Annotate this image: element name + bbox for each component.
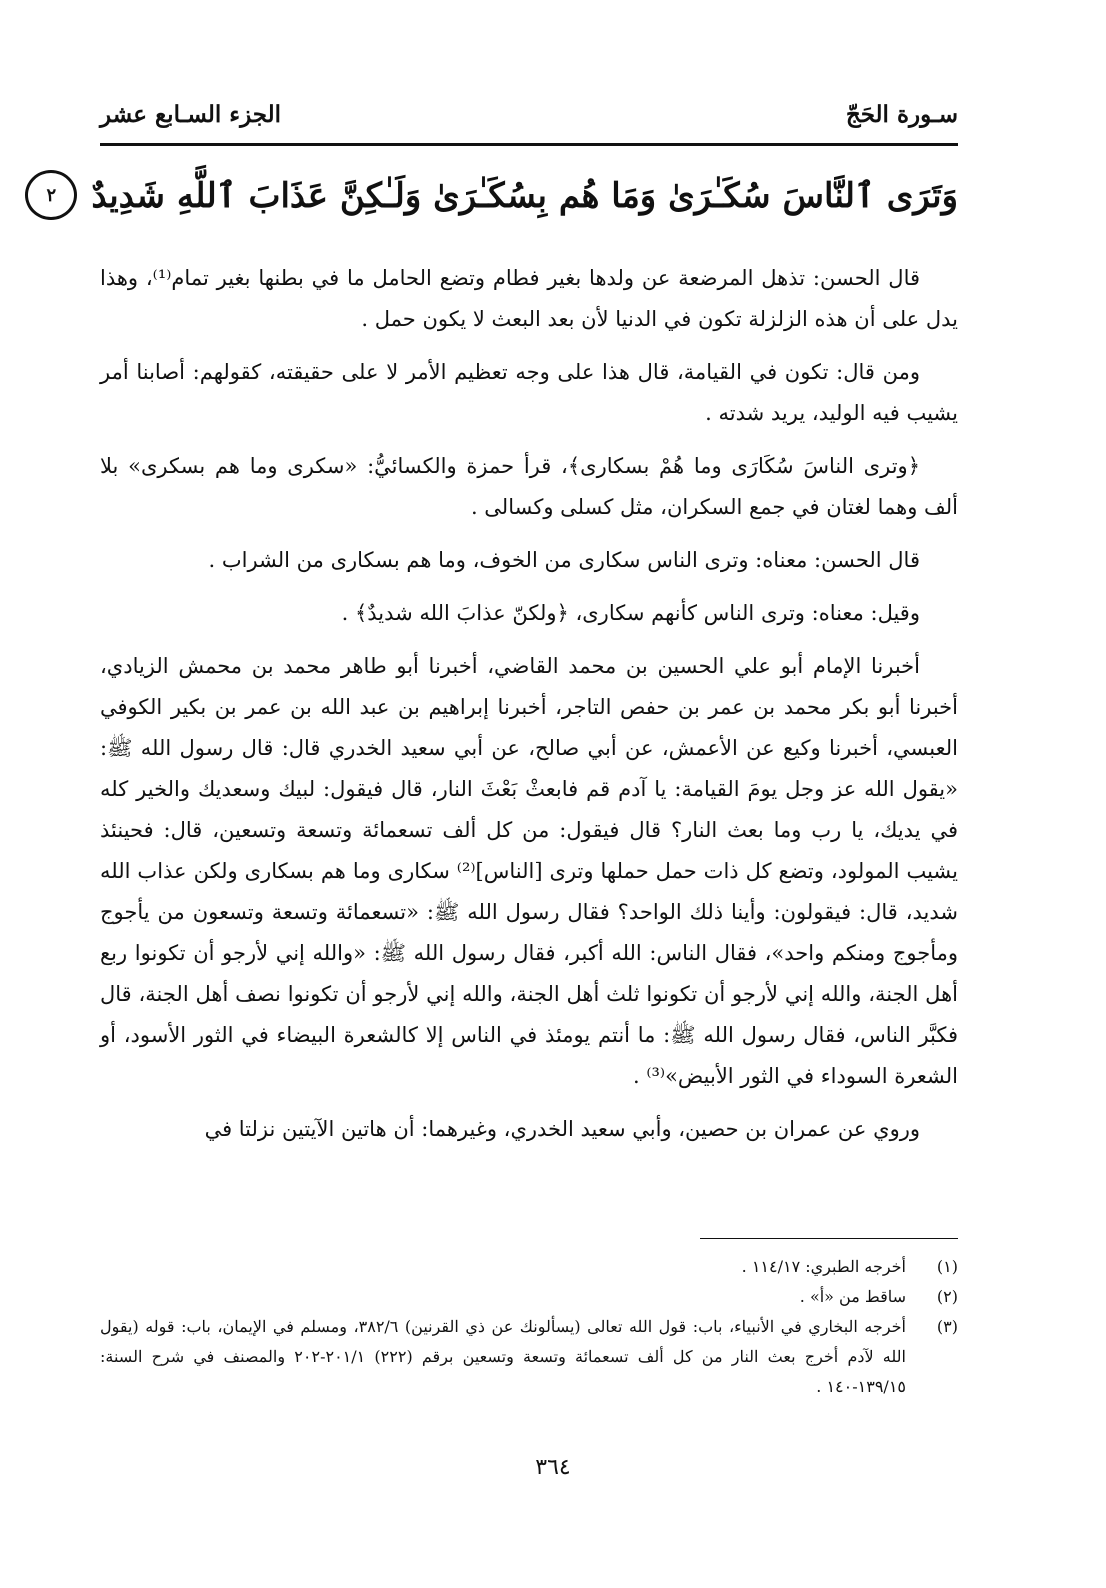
footnote-number: (٢) [936, 1287, 958, 1306]
page-number: ٣٦٤ [535, 1455, 571, 1480]
footnote-text: أخرجه البخاري في الأنبياء، باب: قول الله تعالى (يسألونك عن ذي القرنين) ٣٨٢/٦، ومسلم في الإيمان، باب: قوله (يقول الله لآدم أخرج بعث النار من كل ألف تسعمائة وتسعة وتسعين برقم (٢٢٢) ٢٠١/١-٢٠٢ والمصنف في شرح السنة: ١٣٩/١٥-١٤٠ . [100, 1317, 906, 1396]
surah-title: سـورة الحَجّ [845, 101, 958, 128]
footnote-number: (٣) [936, 1317, 958, 1336]
paragraph: وقيل: معناه: وترى الناس كأنهم سكارى، ﴿ولكنّ عذابَ الله شديدٌ﴾ . [341, 601, 920, 625]
commentary-body [100, 258, 958, 1162]
paragraph: قال الحسن: معناه: وترى الناس سكارى من الخوف، وما هم بسكارى من الشراب . [208, 548, 920, 572]
paragraph: قال الحسن: تذهل المرضعة عن ولدها بغير فطام وتضع الحامل ما في بطنها بغير تمام⁽¹⁾، وهذا يدل على أن هذه الزلزلة تكون في الدنيا لأن بعد البعث لا يكون حمل . [100, 266, 958, 331]
quran-verse [46, 160, 958, 230]
footnote [100, 1252, 958, 1282]
juz-title: الجزء السـابع عشر [100, 101, 282, 128]
footnote [100, 1312, 958, 1402]
paragraph: أخبرنا الإمام أبو علي الحسين بن محمد القاضي، أخبرنا أبو طاهر محمد بن محمش الزيادي، أخبرنا أبو بكر محمد بن عمر بن حفص التاجر، أخبرنا إبراهيم بن عبد الله بن عمر بن بكير الكوفي العبسي، أخبرنا وكيع عن الأعمش، عن أبي صالح، عن أبي سعيد الخدري قال: قال رسول الله ﷺ: «يقول الله عز وجل يومَ القيامة: يا آدم قم فابعثْ بَعْثَ النار، قال فيقول: لبيك وسعديك والخير كله في يديك، يا رب وما بعث النار؟ قال فيقول: من كل ألف تسعمائة وتسعة وتسعين، قال: فحينئذ يشيب المولود، وتضع كل ذات حمل حملها وترى [الناس]⁽²⁾ سكارى وما هم بسكارى ولكن عذاب الله شديد، قال: فيقولون: وأينا ذلك الواحد؟ فقال رسول الله ﷺ: «تسعمائة وتسعة وتسعون من يأجوج ومأجوج ومنكم واحد»، فقال الناس: الله أكبر، فقال رسول الله ﷺ: «والله إني لأرجو أن تكونوا ربع أهل الجنة، والله إني لأرجو أن تكونوا ثلث أهل الجنة، والله إني لأرجو أن تكونوا نصف أهل الجنة، قال فكبَّر الناس، فقال رسول الله ﷺ: ما أنتم يومئذ في الناس إلا كالشعرة البيضاء في الثور الأسود، أو الشعرة السوداء في الثور الأبيض»⁽³⁾ . [100, 654, 958, 1088]
paragraph: ﴿وترى الناسَ سُكَارَى وما هُمْ بسكارى﴾، قرأ حمزة والكسائيُّ: «سكرى وما هم بسكرى» بلا ألف وهما لغتان في جمع السكران، مثل كسلى وكسالى . [100, 454, 958, 519]
footnote-text: ساقط من «أ» . [799, 1287, 906, 1306]
footnote-text: أخرجه الطبري: ١١٤/١٧ . [741, 1257, 906, 1276]
running-header [100, 88, 958, 128]
footnote-rule [700, 1238, 958, 1239]
footnote [100, 1282, 958, 1312]
verse-number-marker: ٢ [25, 170, 77, 220]
header-rule [100, 143, 958, 146]
footnote-number: (١) [936, 1257, 958, 1276]
paragraph: وروي عن عمران بن حصين، وأبي سعيد الخدري، وغيرهما: أن هاتين الآيتين نزلتا في [204, 1117, 920, 1141]
paragraph: ومن قال: تكون في القيامة، قال هذا على وجه تعظيم الأمر لا على حقيقته، كقولهم: أصابنا أمر يشيب فيه الوليد، يريد شدته . [100, 360, 958, 425]
footnotes [100, 1252, 958, 1402]
verse-text: وَتَرَى ٱلنَّاسَ سُكَـٰرَىٰ وَمَا هُم بِسُكَـٰرَىٰ وَلَـٰكِنَّ عَذَابَ ٱللَّهِ شَدِيدٌ [91, 175, 958, 216]
